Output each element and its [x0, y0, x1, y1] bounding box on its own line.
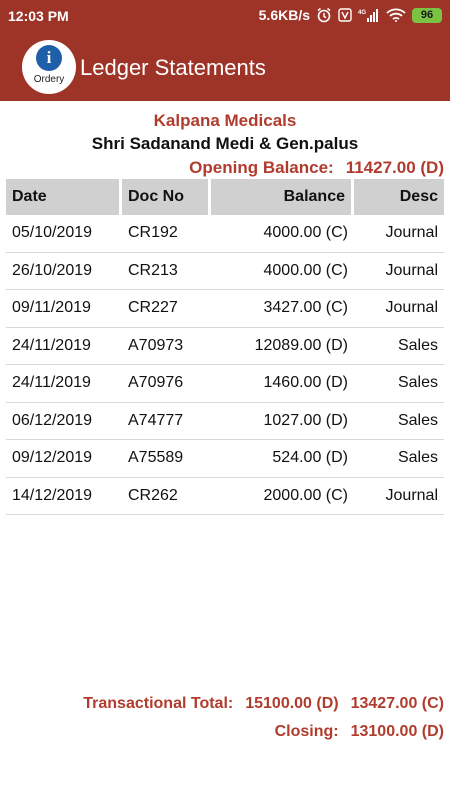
cell-balance: 12089.00 (D) — [254, 336, 348, 354]
cell-date: 06/12/2019 — [12, 411, 93, 429]
cell-desc: Journal — [385, 224, 438, 242]
column-header-doc-no: Doc No — [122, 179, 208, 215]
cell-balance: 1027.00 (D) — [263, 411, 348, 429]
cell-doc-no: CR192 — [128, 224, 178, 242]
cell-desc: Sales — [397, 336, 438, 354]
column-header-balance: Balance — [211, 179, 351, 215]
total-debit: 15100.00 (D) — [245, 695, 339, 712]
volte-icon — [338, 8, 352, 22]
cell-balance: 2000.00 (C) — [263, 486, 348, 504]
table-header — [6, 179, 444, 215]
cell-date: 26/10/2019 — [12, 261, 93, 279]
cell-doc-no: A70973 — [128, 336, 184, 354]
closing-value: 13100.00 (D) — [350, 723, 444, 740]
column-header-desc: Desc — [354, 179, 444, 215]
battery-icon: 96 — [412, 8, 442, 23]
cell-doc-no: A75589 — [128, 449, 184, 467]
status-time: 12:03 PM — [8, 8, 69, 24]
ordery-logo[interactable] — [22, 40, 76, 94]
cell-date: 09/11/2019 — [12, 299, 91, 317]
opening-balance-value: 11427.00 (D) — [345, 158, 444, 177]
column-header-date: Date — [6, 179, 119, 215]
cell-balance: 4000.00 (C) — [263, 261, 348, 279]
cell-doc-no: CR227 — [128, 299, 178, 317]
cell-date: 05/10/2019 — [12, 224, 93, 242]
wifi-icon — [386, 8, 406, 22]
table-row[interactable] — [6, 365, 444, 403]
cell-date: 24/11/2019 — [12, 374, 91, 392]
table-row[interactable] — [6, 478, 444, 516]
table-row[interactable] — [6, 215, 444, 253]
status-bar — [0, 0, 450, 32]
svg-text:4G: 4G — [358, 10, 367, 16]
cell-doc-no: CR213 — [128, 261, 178, 279]
ledger-table — [6, 179, 444, 515]
cell-balance: 4000.00 (C) — [263, 224, 348, 242]
cell-date: 24/11/2019 — [12, 336, 91, 354]
table-row[interactable] — [6, 440, 444, 478]
total-credit: 13427.00 (C) — [350, 695, 444, 712]
signal-icon — [358, 8, 380, 22]
closing-balance — [275, 723, 444, 741]
closing-label: Closing: — [274, 723, 339, 740]
cell-desc: Sales — [397, 449, 438, 467]
cell-balance: 1460.00 (D) — [263, 374, 348, 392]
network-speed: 5.6KB/s — [258, 7, 310, 23]
logo-text: Ordery — [33, 74, 65, 85]
cell-desc: Journal — [385, 486, 438, 504]
cell-desc: Sales — [397, 411, 438, 429]
total-label: Transactional Total: — [83, 695, 234, 712]
table-row[interactable] — [6, 328, 444, 366]
cell-balance: 3427.00 (C) — [263, 299, 348, 317]
party-subtitle: Shri Sadanand Medi & Gen.palus — [91, 134, 359, 153]
opening-balance-label: Opening Balance: — [189, 158, 334, 177]
logo-mark: i — [36, 45, 62, 71]
opening-balance — [189, 158, 444, 178]
table-row[interactable] — [6, 403, 444, 441]
alarm-icon — [316, 7, 332, 23]
cell-balance: 524.00 (D) — [272, 449, 348, 467]
cell-doc-no: A74777 — [128, 411, 184, 429]
cell-doc-no: A70976 — [128, 374, 184, 392]
cell-date: 09/12/2019 — [12, 449, 93, 467]
cell-desc: Journal — [385, 261, 438, 279]
status-icons — [259, 7, 442, 23]
cell-date: 14/12/2019 — [12, 486, 93, 504]
table-row[interactable] — [6, 290, 444, 328]
cell-desc: Journal — [385, 299, 438, 317]
transactional-total — [83, 695, 444, 713]
party-name: Kalpana Medicals — [153, 111, 297, 130]
table-body — [6, 215, 444, 515]
table-row[interactable] — [6, 253, 444, 291]
cell-desc: Sales — [397, 374, 438, 392]
page-title: Ledger Statements — [80, 55, 266, 80]
cell-doc-no: CR262 — [128, 486, 178, 504]
